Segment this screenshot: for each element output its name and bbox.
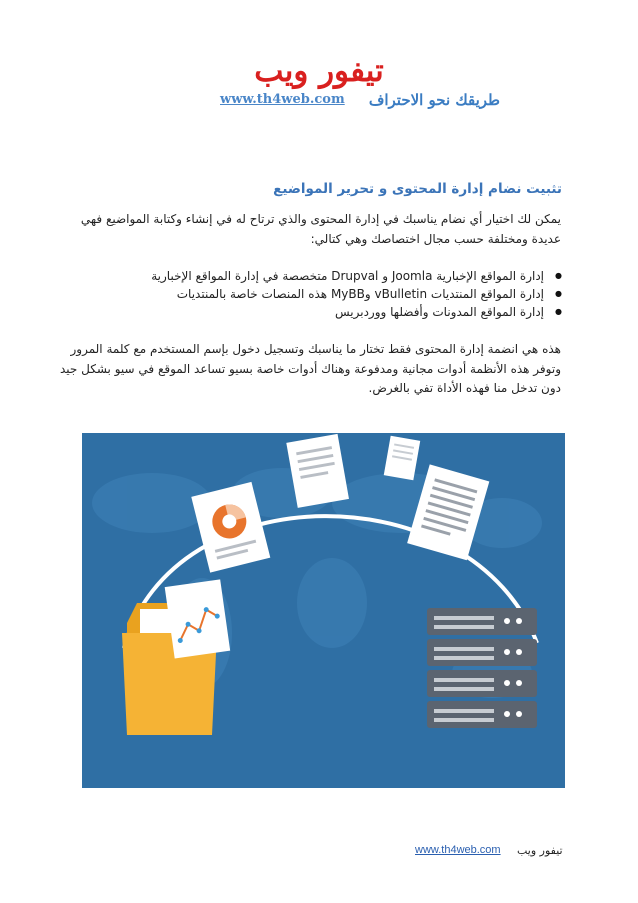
line-chart-document-icon <box>165 579 230 658</box>
header-slogan: طريقك نحو الاحتراف <box>368 91 500 109</box>
footer-website-link[interactable]: www.th4web.com <box>415 844 501 856</box>
closing-paragraph: هذه هي انضمة إدارة المحتوى فقط تختار ما يناسبك وتسجيل دخول بإسم المستخدم مع كلمة المرور وتوفر هذه الأنظمة أدوات مجانية ومدفوعة وهناك أدوات خاصة بسيو تساعد الموقع في سيو بشكل جيد دون تدخل منا فهذه الأداة تفي بالغرض. <box>59 342 561 395</box>
list-item: ● إدارة المواقع الإخبارية Joomla و Drupval متخصصة في إدارة المواقع الإخبارية <box>92 267 562 285</box>
article-heading: تثبيت نضام إدارة المحتوى و تحرير المواضيع <box>273 181 562 197</box>
header-website-link[interactable]: www.th4web.com <box>220 92 345 107</box>
cms-illustration <box>82 433 565 788</box>
intro-paragraph: يمكن لك اختيار أي نضام يناسبك في إدارة المحتوى والذي ترتاح له في إنشاء وكتابة المواضيع فهي عديدة ومختلفة حسب مجال اختصاصك وهي كتالي: <box>80 212 561 246</box>
footer-brand: تيفور ويب <box>517 844 563 857</box>
tagline-row <box>210 92 500 114</box>
list-item: ● إدارة المواقع المنتديات vBulletin وMyBB هذه المنصات خاصة بالمنتديات <box>92 285 562 303</box>
list-item: ● إدارة المواقع المدونات وأفضلها ووردبريس <box>92 303 562 321</box>
cms-bullet-list <box>92 267 562 321</box>
site-brand-title: تيفور ويب <box>254 53 384 89</box>
